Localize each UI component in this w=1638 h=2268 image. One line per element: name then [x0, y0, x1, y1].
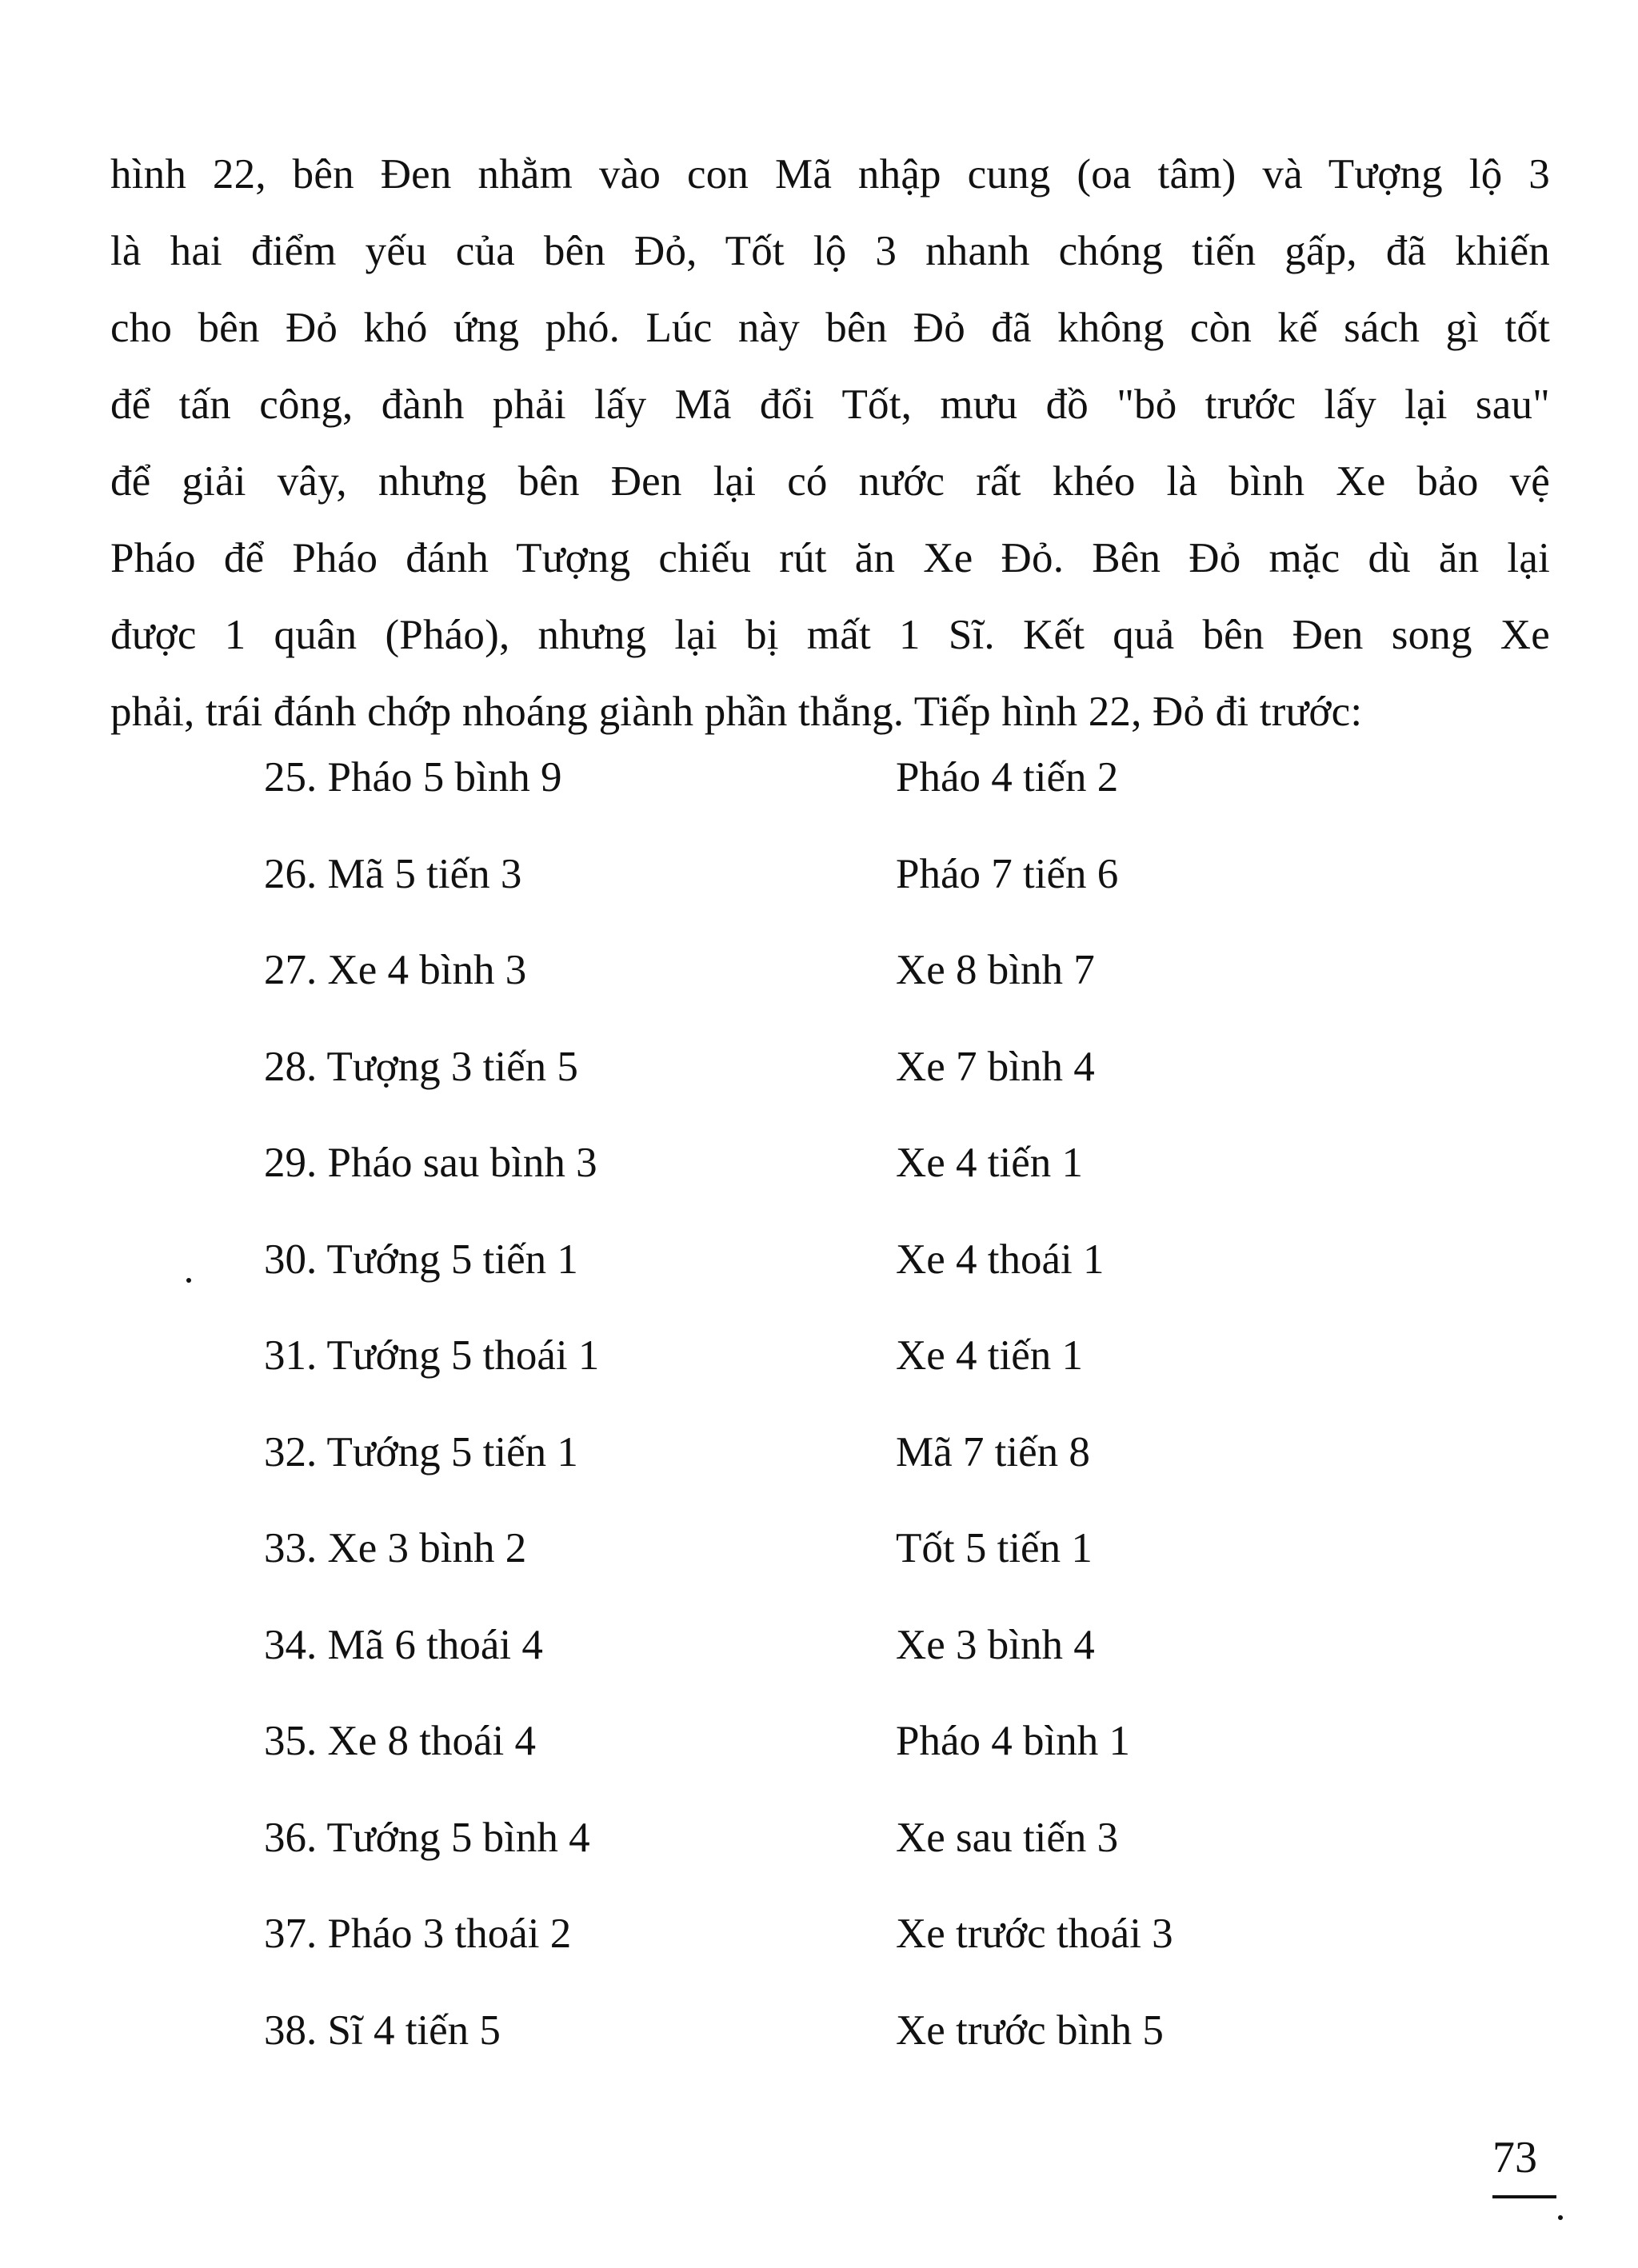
move-row [264, 1693, 1384, 1790]
red-move: 34. Mã 6 thoái 4 [264, 1621, 543, 1668]
body-paragraph [110, 136, 1550, 750]
move-row [264, 729, 1384, 826]
black-move: Xe 7 bình 4 [896, 1043, 1095, 1090]
move-row [264, 1404, 1384, 1501]
paragraph-line: để tấn công, đành phải lấy Mã đổi Tốt, mưu đồ "bỏ trước lấy lại sau" [110, 381, 1550, 428]
black-move: Pháo 4 tiến 2 [896, 754, 1119, 801]
red-move: 31. Tướng 5 thoái 1 [264, 1332, 600, 1379]
page-number-underline [1492, 2195, 1556, 2198]
red-move: 36. Tướng 5 bình 4 [264, 1814, 590, 1861]
paragraph-line: cho bên Đỏ khó ứng phó. Lúc này bên Đỏ đã không còn kế sách gì tốt [110, 305, 1550, 351]
move-row [264, 1886, 1384, 1983]
red-move: 26. Mã 5 tiến 3 [264, 850, 522, 897]
paragraph-line: để giải vây, nhưng bên Đen lại có nước rất khéo là bình Xe bảo vệ [110, 458, 1550, 505]
red-move: 28. Tượng 3 tiến 5 [264, 1043, 578, 1090]
red-move: 37. Pháo 3 thoái 2 [264, 1911, 572, 1957]
red-move: 29. Pháo sau bình 3 [264, 1140, 597, 1186]
black-move: Xe 4 tiến 1 [896, 1140, 1084, 1186]
red-move: 25. Pháo 5 bình 9 [264, 754, 562, 801]
black-move: Xe sau tiến 3 [896, 1814, 1119, 1861]
red-move: 27. Xe 4 bình 3 [264, 947, 527, 993]
red-move: 32. Tướng 5 tiến 1 [264, 1428, 578, 1475]
black-move: Pháo 7 tiến 6 [896, 850, 1119, 897]
scan-speck [1558, 2215, 1563, 2220]
paragraph-line: phải, trái đánh chớp nhoáng giành phần thắng. Tiếp hình 22, Đỏ đi trước: [110, 689, 1363, 735]
paragraph-line: hình 22, bên Đen nhằm vào con Mã nhập cung (oa tâm) và Tượng lộ 3 [110, 151, 1550, 198]
move-row [264, 922, 1384, 1019]
move-row [264, 1019, 1384, 1116]
move-row [264, 1500, 1384, 1597]
page-number: 73 [1492, 2133, 1537, 2182]
black-move: Xe 8 bình 7 [896, 947, 1095, 993]
scan-speck [186, 1278, 191, 1283]
red-move: 30. Tướng 5 tiến 1 [264, 1236, 578, 1283]
red-move: 38. Sĩ 4 tiến 5 [264, 2006, 501, 2054]
paragraph-line: là hai điểm yếu của bên Đỏ, Tốt lộ 3 nhanh chóng tiến gấp, đã khiến [110, 228, 1550, 274]
red-move: 35. Xe 8 thoái 4 [264, 1718, 537, 1764]
black-move: Xe 4 thoái 1 [896, 1236, 1105, 1283]
black-move: Xe 4 tiến 1 [896, 1332, 1084, 1379]
black-move: Tốt 5 tiến 1 [896, 1525, 1093, 1571]
move-row [264, 1308, 1384, 1404]
move-row [264, 826, 1384, 923]
red-move: 33. Xe 3 bình 2 [264, 1525, 527, 1571]
paragraph-line: Pháo để Pháo đánh Tượng chiếu rút ăn Xe Đỏ. Bên Đỏ mặc dù ăn lại [110, 535, 1550, 581]
black-move: Xe 3 bình 4 [896, 1621, 1095, 1668]
move-row [264, 1115, 1384, 1212]
black-move: Xe trước thoái 3 [896, 1911, 1173, 1957]
move-list [264, 729, 1384, 2078]
move-row [264, 1983, 1384, 2079]
move-row [264, 1790, 1384, 1887]
move-row [264, 1212, 1384, 1308]
move-row [264, 1597, 1384, 1694]
black-move: Xe trước bình 5 [896, 2006, 1164, 2054]
paragraph-line: được 1 quân (Pháo), nhưng lại bị mất 1 Sĩ. Kết quả bên Đen song Xe [110, 612, 1550, 658]
black-move: Mã 7 tiến 8 [896, 1428, 1090, 1475]
black-move: Pháo 4 bình 1 [896, 1718, 1130, 1764]
